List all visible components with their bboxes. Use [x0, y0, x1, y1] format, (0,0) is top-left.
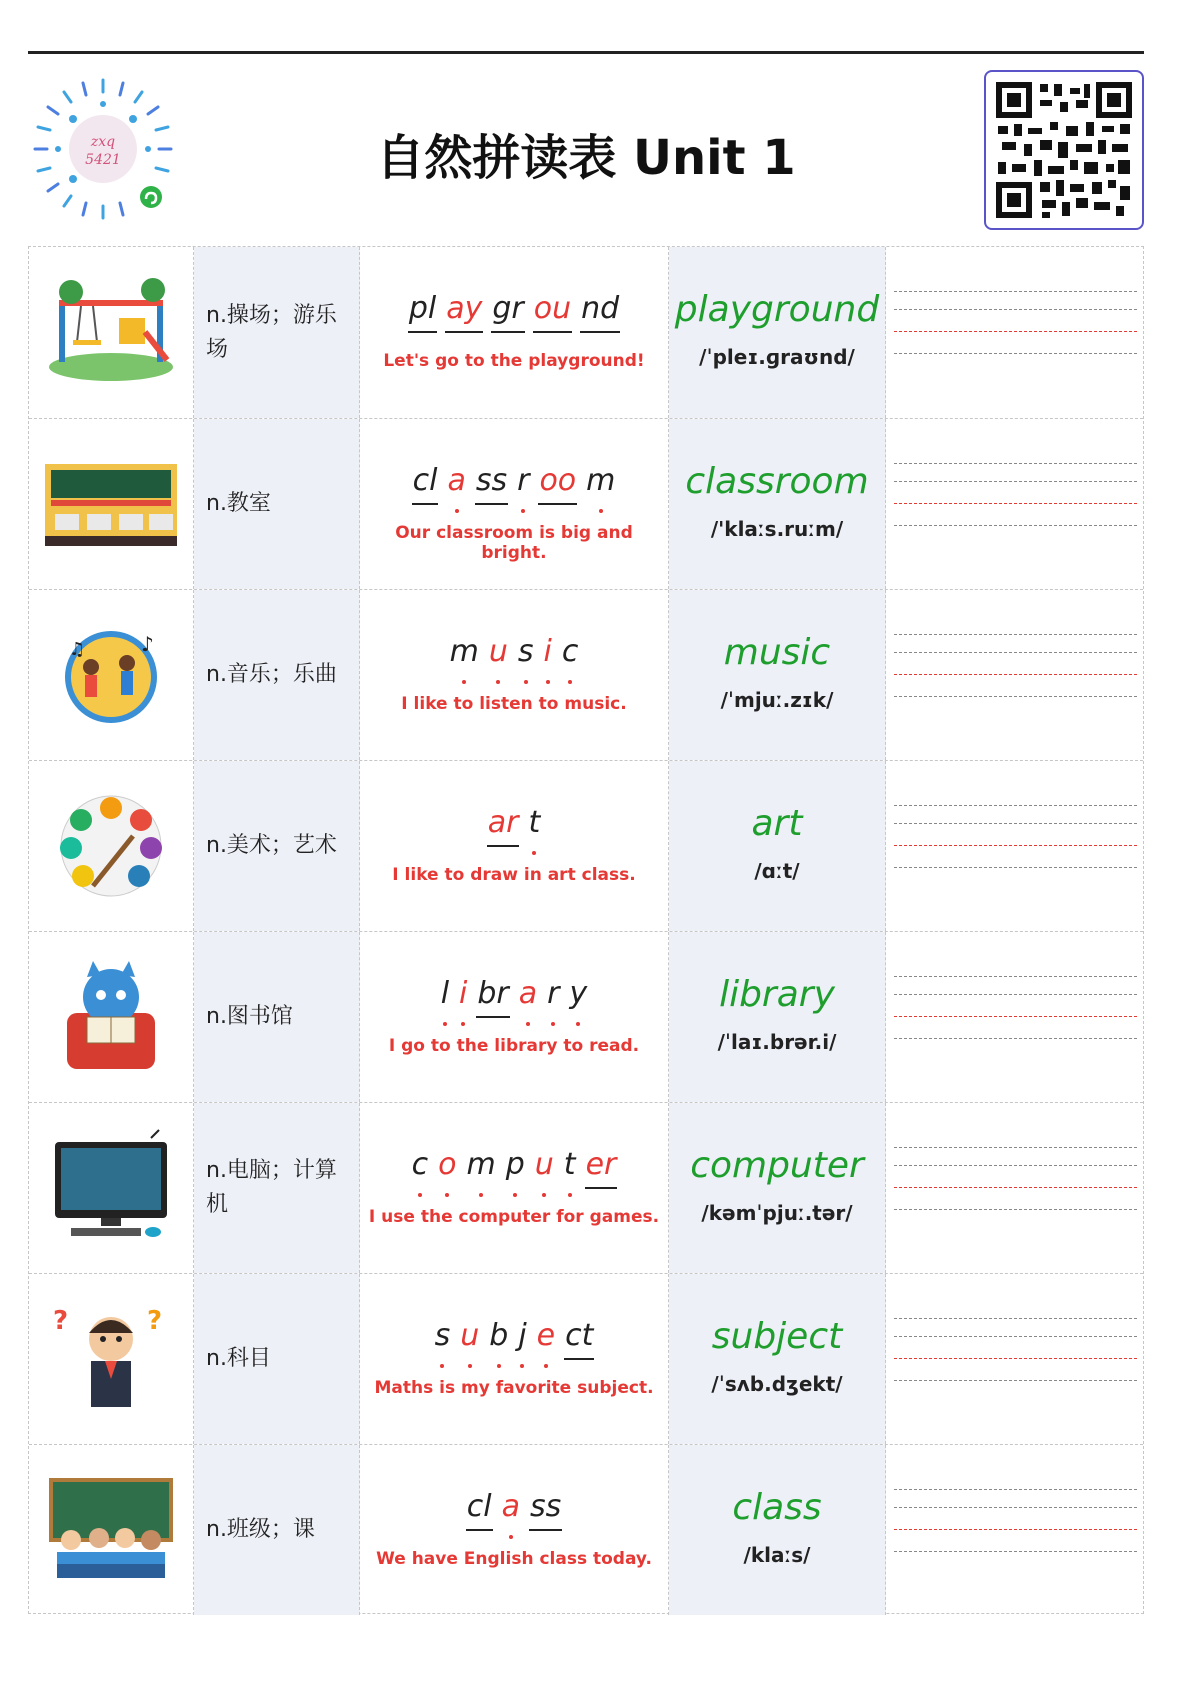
table-row	[29, 589, 1143, 760]
phonics-segment: cl	[467, 1487, 492, 1529]
phonics-segment: cl	[413, 461, 438, 503]
phonics-segment: l	[441, 974, 449, 1016]
picture-cell	[29, 932, 194, 1102]
phonics-segment: m	[467, 1145, 496, 1187]
english-word: library	[719, 974, 835, 1015]
table-row	[29, 760, 1143, 931]
baseline-red	[894, 845, 1137, 846]
computer-icon	[41, 1128, 181, 1248]
guide-line	[894, 696, 1137, 697]
phonics-segment: oo	[539, 461, 576, 503]
phonics-breakdown	[360, 289, 668, 331]
phonics-cell	[360, 1103, 669, 1273]
phonics-segment: r	[547, 974, 559, 1016]
example-sentence: We have English class today.	[376, 1549, 652, 1569]
phonics-breakdown	[360, 1487, 668, 1529]
guide-line	[894, 1165, 1137, 1166]
phonics-breakdown	[360, 803, 668, 845]
word-cell	[669, 247, 886, 418]
english-word: art	[751, 803, 803, 844]
baseline-red	[894, 1529, 1137, 1530]
word-cell	[669, 761, 886, 931]
handwriting-lines	[886, 932, 1145, 1102]
chinese-meaning: n.班级；课	[206, 1517, 315, 1542]
phonics-breakdown	[360, 632, 668, 674]
phonics-cell	[360, 932, 669, 1102]
svg-text:zxq: zxq	[90, 134, 116, 150]
table-row	[29, 1102, 1143, 1273]
phonics-segment: t	[564, 1145, 576, 1187]
qr-code-icon	[984, 70, 1144, 230]
phonics-segment: gr	[492, 289, 523, 331]
phonics-segment: s	[518, 632, 534, 674]
handwriting-lines	[886, 419, 1145, 589]
guide-line	[894, 1209, 1137, 1210]
header	[28, 64, 1144, 234]
phonics-segment: ar	[488, 803, 519, 845]
phonics-segment: b	[489, 1316, 508, 1358]
guide-line	[894, 291, 1137, 292]
meaning-cell	[194, 1274, 360, 1444]
phonics-segment: u	[460, 1316, 479, 1358]
phonics-segment: i	[544, 632, 552, 674]
chinese-meaning: n.图书馆	[206, 1004, 293, 1029]
meaning-cell	[194, 1445, 360, 1615]
baseline-red	[894, 1187, 1137, 1188]
phonetic-transcription: /klaːs/	[743, 1543, 811, 1567]
guide-line	[894, 525, 1137, 526]
english-word: class	[732, 1487, 822, 1528]
phonetic-transcription: /'klaːs.ruːm/	[710, 517, 844, 541]
phonetic-transcription: /ˈlaɪ.brər.i/	[717, 1030, 837, 1054]
svg-text:?: ?	[53, 1306, 69, 1336]
phonics-segment: p	[506, 1145, 525, 1187]
svg-text:?: ?	[147, 1306, 163, 1336]
baseline-red	[894, 1016, 1137, 1017]
guide-line	[894, 976, 1137, 977]
svg-text:♫: ♫	[69, 639, 86, 660]
phonics-segment: t	[528, 803, 540, 845]
baseline-red	[894, 503, 1137, 504]
guide-line	[894, 652, 1137, 653]
handwriting-lines	[886, 590, 1145, 760]
mini-program-logo	[28, 74, 178, 224]
phonics-segment: ou	[534, 289, 571, 331]
english-word: computer	[690, 1145, 864, 1186]
phonics-breakdown	[360, 974, 668, 1016]
page-title: 自然拼读表 Unit 1	[376, 130, 796, 186]
english-word: music	[723, 632, 831, 673]
phonics-segment: r	[517, 461, 529, 503]
phonics-breakdown	[360, 1145, 668, 1187]
meaning-cell	[194, 590, 360, 760]
table-row	[29, 247, 1143, 418]
chinese-meaning: n.操场；游乐场	[206, 302, 337, 362]
example-sentence: Maths is my favorite subject.	[374, 1378, 654, 1398]
phonics-segment: u	[535, 1145, 554, 1187]
picture-cell	[29, 1445, 194, 1615]
guide-line	[894, 1380, 1137, 1381]
example-sentence: I use the computer for games.	[368, 1207, 660, 1227]
phonics-cell	[360, 1445, 669, 1615]
chinese-meaning: n.美术；艺术	[206, 833, 337, 858]
playground-icon	[41, 272, 181, 392]
phonics-segment: e	[537, 1316, 555, 1358]
phonics-segment: br	[477, 974, 508, 1016]
art-palette-icon	[41, 786, 181, 906]
guide-line	[894, 353, 1137, 354]
word-cell	[669, 419, 886, 589]
guide-line	[894, 1038, 1137, 1039]
phonics-segment: y	[570, 974, 588, 1016]
guide-line	[894, 309, 1137, 310]
chinese-meaning: n.科目	[206, 1346, 271, 1371]
example-sentence: I go to the library to read.	[388, 1036, 640, 1056]
phonics-table	[28, 246, 1144, 1614]
word-cell	[669, 932, 886, 1102]
phonics-cell	[360, 419, 669, 589]
svg-text:♪: ♪	[141, 632, 154, 656]
phonetic-transcription: /kəmˈpjuː.tər/	[701, 1201, 853, 1225]
phonics-segment: a	[519, 974, 537, 1016]
chinese-meaning: n.电脑；计算机	[206, 1158, 337, 1217]
svg-text:5421: 5421	[85, 152, 121, 168]
phonics-segment: s	[435, 1316, 451, 1358]
guide-line	[894, 481, 1137, 482]
phonics-segment: ss	[476, 461, 507, 503]
chinese-meaning: n.教室	[206, 491, 271, 516]
example-sentence: I like to draw in art class.	[392, 865, 636, 885]
baseline-red	[894, 674, 1137, 675]
guide-line	[894, 805, 1137, 806]
word-cell	[669, 1274, 886, 1444]
english-word: playground	[674, 289, 880, 330]
phonics-cell	[360, 590, 669, 760]
example-sentence: I like to listen to music.	[401, 694, 627, 714]
meaning-cell	[194, 932, 360, 1102]
handwriting-lines	[886, 1103, 1145, 1273]
guide-line	[894, 1489, 1137, 1490]
phonics-segment: m	[450, 632, 479, 674]
word-cell	[669, 1445, 886, 1615]
picture-cell	[29, 1274, 194, 1444]
picture-cell	[29, 247, 194, 418]
phonetic-transcription: /ɑːt/	[754, 859, 800, 883]
chinese-meaning: n.音乐；乐曲	[206, 662, 337, 687]
baseline-red	[894, 1358, 1137, 1359]
english-word: subject	[711, 1316, 843, 1357]
phonics-segment: c	[562, 632, 579, 674]
meaning-cell	[194, 1103, 360, 1273]
handwriting-lines	[886, 761, 1145, 931]
phonics-cell	[360, 1274, 669, 1444]
handwriting-lines	[886, 247, 1145, 418]
baseline-red	[894, 331, 1137, 332]
phonics-segment: a	[447, 461, 465, 503]
phonics-segment: j	[518, 1316, 526, 1358]
phonetic-transcription: /ˈsʌb.dʒekt/	[711, 1372, 843, 1396]
table-row	[29, 1273, 1143, 1444]
picture-cell	[29, 590, 194, 760]
phonics-segment: i	[459, 974, 467, 1016]
phonics-segment: m	[586, 461, 615, 503]
phonics-segment: ct	[565, 1316, 593, 1358]
table-row	[29, 418, 1143, 589]
handwriting-lines	[886, 1274, 1145, 1444]
meaning-cell	[194, 761, 360, 931]
table-row	[29, 931, 1143, 1102]
word-cell	[669, 1103, 886, 1273]
phonetic-transcription: /ˈmjuː.zɪk/	[720, 688, 834, 712]
phonics-segment: a	[502, 1487, 520, 1529]
guide-line	[894, 1551, 1137, 1552]
guide-line	[894, 867, 1137, 868]
phonics-segment: o	[438, 1145, 456, 1187]
guide-line	[894, 634, 1137, 635]
example-sentence: Let's go to the playground!	[383, 351, 645, 371]
meaning-cell	[194, 247, 360, 418]
phonics-segment: ss	[530, 1487, 561, 1529]
phonics-segment: er	[586, 1145, 617, 1187]
phonics-breakdown	[360, 461, 668, 503]
guide-line	[894, 1507, 1137, 1508]
guide-line	[894, 994, 1137, 995]
phonics-segment: c	[412, 1145, 429, 1187]
guide-line	[894, 823, 1137, 824]
picture-cell	[29, 1103, 194, 1273]
handwriting-lines	[886, 1445, 1145, 1615]
guide-line	[894, 463, 1137, 464]
phonics-segment: ay	[446, 289, 482, 331]
word-cell	[669, 590, 886, 760]
phonics-breakdown	[360, 1316, 668, 1358]
phonics-cell	[360, 761, 669, 931]
guide-line	[894, 1336, 1137, 1337]
phonics-segment: pl	[409, 289, 436, 331]
english-word: classroom	[685, 461, 869, 502]
phonics-segment: u	[489, 632, 508, 674]
thinking-boy-icon	[41, 1299, 181, 1419]
classroom-icon	[41, 444, 181, 564]
music-icon	[41, 615, 181, 735]
phonics-cell	[360, 247, 669, 418]
guide-line	[894, 1318, 1137, 1319]
guide-line	[894, 1147, 1137, 1148]
picture-cell	[29, 419, 194, 589]
class-students-icon	[41, 1470, 181, 1590]
top-rule	[28, 51, 1144, 54]
phonetic-transcription: /ˈpleɪ.ɡraʊnd/	[699, 345, 855, 369]
picture-cell	[29, 761, 194, 931]
library-reader-icon	[41, 957, 181, 1077]
example-sentence: Our classroom is big and bright.	[395, 523, 633, 563]
phonics-segment: nd	[581, 289, 619, 331]
table-row	[29, 1444, 1143, 1615]
meaning-cell	[194, 419, 360, 589]
